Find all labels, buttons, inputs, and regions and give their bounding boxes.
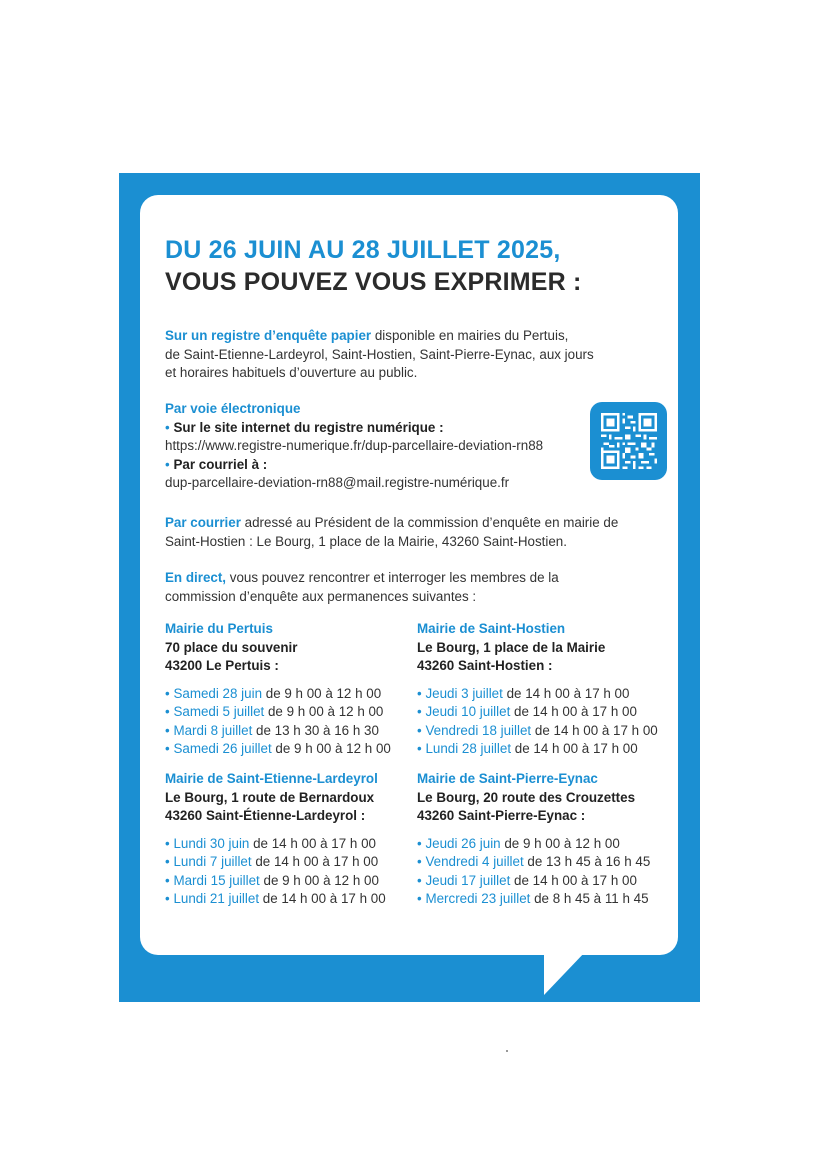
slot-day: Samedi 5 juillet xyxy=(173,704,265,719)
mairie-name: Mairie de Saint-Pierre-Eynac xyxy=(417,771,598,786)
slot-time: de 14 h 00 à 17 h 00 xyxy=(531,722,658,738)
direct-text: vous pouvez rencontrer et interroger les membres de la xyxy=(226,570,559,585)
slot-time: de 14 h 00 à 17 h 00 xyxy=(259,891,386,906)
list-item xyxy=(165,872,386,891)
bullet: • xyxy=(165,891,170,906)
bullet: • xyxy=(417,835,422,851)
registre-url-link[interactable]: https://www.registre-numerique.fr/dup-parcellaire-deviation-rn88 xyxy=(165,438,544,453)
headline-dates: DU 26 JUIN AU 28 JUILLET 2025, xyxy=(165,236,561,264)
slot-day: Jeudi 17 juillet xyxy=(425,872,511,888)
registre-papier-text: de Saint-Etienne-Lardeyrol, Saint-Hostien, Saint-Pierre-Eynac, aux jours xyxy=(165,346,594,362)
courrier-text: Saint-Hostien : Le Bourg, 1 place de la Mairie, 43260 Saint-Hostien. xyxy=(165,533,567,549)
slot-day: Mardi 8 juillet xyxy=(173,722,253,738)
slot-day: Jeudi 3 juillet xyxy=(425,685,503,701)
bullet: • xyxy=(417,854,422,869)
registre-papier-section xyxy=(165,327,594,383)
slot-day: Mercredi 23 juillet xyxy=(425,891,531,906)
mairie-address: Le Bourg, 20 route des Crouzettes xyxy=(417,789,636,805)
mairie-address: 43260 Saint-Hostien : xyxy=(417,658,553,673)
slot-day: Samedi 28 juin xyxy=(173,685,263,701)
slot-day: Samedi 26 juillet xyxy=(173,741,272,756)
mairie-address: Le Bourg, 1 route de Bernardoux xyxy=(165,789,375,805)
registre-papier-lead: Sur un registre d’enquête papier xyxy=(165,328,372,343)
slot-day: Jeudi 26 juin xyxy=(425,835,501,851)
bullet: • xyxy=(165,722,170,738)
mairie-block-saint-hostien xyxy=(417,620,658,759)
slot-time: de 14 h 00 à 17 h 00 xyxy=(251,854,379,869)
email-label: Par courriel à : xyxy=(173,456,268,472)
slot-time: de 14 h 00 à 17 h 00 xyxy=(510,704,637,719)
bullet: • xyxy=(165,419,170,435)
bullet: • xyxy=(417,872,422,888)
direct-lead: En direct, xyxy=(165,570,227,585)
slot-time: de 14 h 00 à 17 h 00 xyxy=(249,835,376,851)
list-item xyxy=(417,722,658,741)
bullet: • xyxy=(165,854,170,869)
list-item xyxy=(165,722,391,741)
bullet: • xyxy=(417,891,422,906)
courrier-lead: Par courrier xyxy=(165,515,241,530)
list-item xyxy=(417,890,650,909)
slot-day: Lundi 28 juillet xyxy=(425,741,512,756)
mairie-address: Le Bourg, 1 place de la Mairie xyxy=(417,639,606,655)
slot-time: de 13 h 30 à 16 h 30 xyxy=(252,722,379,738)
mairie-address: 70 place du souvenir xyxy=(165,639,298,655)
list-item xyxy=(417,853,650,872)
mairie-address: 43200 Le Pertuis : xyxy=(165,658,279,673)
slot-day: Mardi 15 juillet xyxy=(173,872,260,888)
slot-time: de 9 h 00 à 12 h 00 xyxy=(264,704,384,719)
site-label: Sur le site internet du registre numérique : xyxy=(173,419,444,435)
courrier-section xyxy=(165,514,618,551)
email-link[interactable]: dup-parcellaire-deviation-rn88@mail.registre-numérique.fr xyxy=(165,475,510,490)
list-item xyxy=(417,872,650,891)
courrier-text: adressé au Président de la commission d’enquête en mairie de xyxy=(240,515,619,530)
list-item xyxy=(165,740,391,759)
bullet: • xyxy=(165,835,170,851)
list-item xyxy=(165,853,386,872)
qr-code-icon[interactable] xyxy=(590,402,667,480)
slot-day: Lundi 7 juillet xyxy=(173,854,252,869)
slot-time: de 8 h 45 à 11 h 45 xyxy=(530,891,649,906)
list-item xyxy=(165,835,386,854)
bullet: • xyxy=(165,456,170,472)
mairie-address: 43260 Saint-Pierre-Eynac : xyxy=(417,808,586,823)
bullet: • xyxy=(417,722,422,738)
slot-time: de 9 h 00 à 12 h 00 xyxy=(259,872,379,888)
bullet: • xyxy=(165,685,170,701)
headline-call: VOUS POUVEZ VOUS EXPRIMER : xyxy=(165,268,582,296)
bullet: • xyxy=(417,704,422,719)
slot-time: de 9 h 00 à 12 h 00 xyxy=(262,685,382,701)
slot-time: de 14 h 00 à 17 h 00 xyxy=(502,685,630,701)
slot-time: de 14 h 00 à 17 h 00 xyxy=(511,741,638,756)
mairie-name: Mairie de Saint-Hostien xyxy=(417,621,566,636)
mairie-name: Mairie de Saint-Etienne-Lardeyrol xyxy=(165,771,378,786)
direct-text: commission d’enquête aux permanences suivantes : xyxy=(165,588,477,604)
bullet: • xyxy=(417,741,422,756)
list-item xyxy=(165,890,386,909)
list-item xyxy=(165,703,391,722)
list-item xyxy=(165,685,391,704)
slot-day: Jeudi 10 juillet xyxy=(425,704,511,719)
list-item xyxy=(417,685,658,704)
slot-day: Vendredi 18 juillet xyxy=(425,722,532,738)
slot-day: Lundi 21 juillet xyxy=(173,891,260,906)
list-item xyxy=(417,703,658,722)
list-item xyxy=(417,835,650,854)
electronique-heading: Par voie électronique xyxy=(165,401,301,416)
bullet: • xyxy=(417,685,422,701)
scan-speck xyxy=(506,1050,508,1052)
slot-time: de 9 h 00 à 12 h 00 xyxy=(271,741,391,756)
bullet: • xyxy=(165,741,170,756)
mairie-name: Mairie du Pertuis xyxy=(165,621,273,636)
mairie-block-pertuis xyxy=(165,620,391,759)
direct-section xyxy=(165,569,559,606)
registre-papier-text: et horaires habituels d’ouverture au public. xyxy=(165,365,418,380)
slot-day: Vendredi 4 juillet xyxy=(425,854,524,869)
mairie-address: 43260 Saint-Étienne-Lardeyrol : xyxy=(165,808,366,823)
mairie-block-saint-etienne xyxy=(165,770,386,909)
slot-day: Lundi 30 juin xyxy=(173,835,250,851)
electronique-section xyxy=(165,400,543,493)
slot-time: de 9 h 00 à 12 h 00 xyxy=(500,835,620,851)
mairie-block-saint-pierre xyxy=(417,770,650,909)
slot-time: de 13 h 45 à 16 h 45 xyxy=(523,854,651,869)
slot-time: de 14 h 00 à 17 h 00 xyxy=(510,872,637,888)
speech-bubble-tail xyxy=(544,951,586,995)
registre-papier-text: disponible en mairies du Pertuis, xyxy=(371,328,569,343)
list-item xyxy=(417,740,658,759)
bullet: • xyxy=(165,872,170,888)
bullet: • xyxy=(165,704,170,719)
